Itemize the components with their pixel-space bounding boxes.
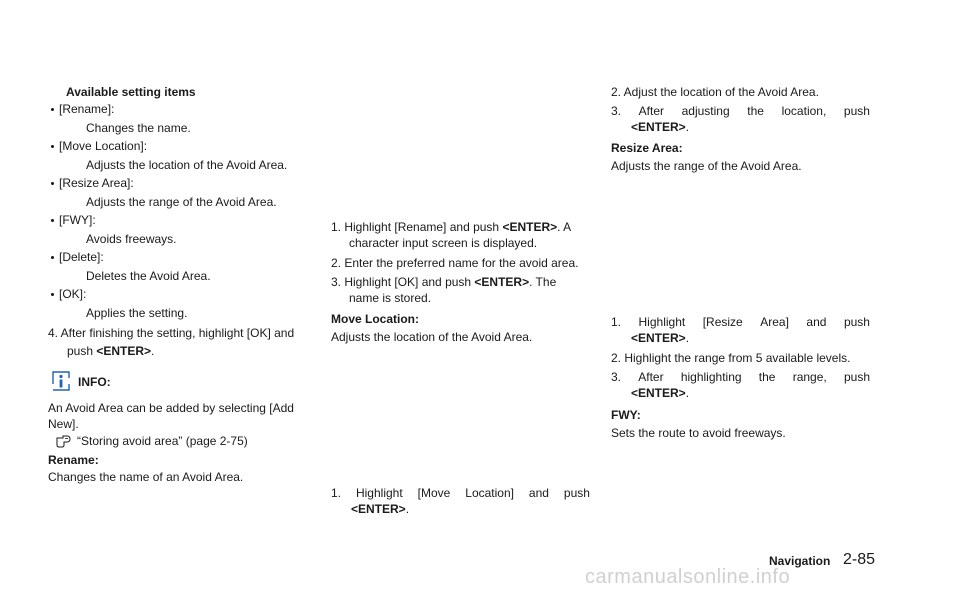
item-rename-label: [Rename]: <box>59 102 115 116</box>
info-reference: “Storing avoid area” (page 2-75) <box>77 434 248 448</box>
item-ok-desc: Applies the setting. <box>86 306 188 320</box>
reference-pointer-icon <box>56 434 72 448</box>
move-step1-line2: <ENTER>. <box>351 502 410 516</box>
footer-page-number: 2-85 <box>843 551 876 568</box>
move-step3-line1: 3. After adjusting the location, push <box>611 104 870 118</box>
watermark: carmanualsonline.info <box>585 566 791 588</box>
fwy-desc: Sets the route to avoid freeways. <box>611 426 786 440</box>
bullet <box>51 108 54 111</box>
bullet <box>51 293 54 296</box>
rename-desc: Changes the name of an Avoid Area. <box>48 470 244 484</box>
item-rename-desc: Changes the name. <box>86 121 191 135</box>
rename-step3-line2: name is stored. <box>349 291 432 305</box>
available-items-heading: Available setting items <box>66 85 196 99</box>
info-title: INFO: <box>78 375 111 389</box>
resize-area-heading: Resize Area: <box>611 141 683 155</box>
move-step2: 2. Adjust the location of the Avoid Area. <box>611 85 819 99</box>
move-step1-line1: 1. Highlight [Move Location] and push <box>331 486 590 500</box>
item-resize-label: [Resize Area]: <box>59 176 134 190</box>
rename-step1-line1: 1. Highlight [Rename] and push <ENTER>. A <box>331 220 572 234</box>
rename-step3-line1: 3. Highlight [OK] and push <ENTER>. The <box>331 275 557 289</box>
item-delete-label: [Delete]: <box>59 250 104 264</box>
info-line1: An Avoid Area can be added by selecting [Add <box>48 401 294 415</box>
item-ok-label: [OK]: <box>59 287 87 301</box>
bullet <box>51 145 54 148</box>
bullet <box>51 182 54 185</box>
move-step3-line2: <ENTER>. <box>631 120 690 134</box>
move-location-desc: Adjusts the location of the Avoid Area. <box>331 330 533 344</box>
move-location-heading: Move Location: <box>331 312 420 326</box>
info-icon <box>52 371 70 391</box>
step4-line2: push <ENTER>. <box>67 344 155 358</box>
rename-heading: Rename: <box>48 453 99 467</box>
item-resize-desc: Adjusts the range of the Avoid Area. <box>86 195 277 209</box>
step4-line1: 4. After finishing the setting, highlight [OK] and <box>48 326 295 340</box>
rename-step2: 2. Enter the preferred name for the avoid area. <box>331 256 579 270</box>
item-move-desc: Adjusts the location of the Avoid Area. <box>86 158 288 172</box>
rename-step1-line2: character input screen is displayed. <box>349 236 538 250</box>
bullet <box>51 219 54 222</box>
item-fwy-desc: Avoids freeways. <box>86 232 177 246</box>
resize-step3-line2: <ENTER>. <box>631 386 690 400</box>
item-fwy-label: [FWY]: <box>59 213 96 227</box>
fwy-heading: FWY: <box>611 408 641 422</box>
info-line2: New]. <box>48 417 79 431</box>
resize-step3-line1: 3. After highlighting the range, push <box>611 370 870 384</box>
resize-area-desc: Adjusts the range of the Avoid Area. <box>611 159 802 173</box>
resize-step1-line2: <ENTER>. <box>631 331 690 345</box>
bullet <box>51 256 54 259</box>
footer-section-label: Navigation <box>769 554 831 568</box>
item-move-label: [Move Location]: <box>59 139 148 153</box>
item-delete-desc: Deletes the Avoid Area. <box>86 269 211 283</box>
resize-step1-line1: 1. Highlight [Resize Area] and push <box>611 315 870 329</box>
resize-step2: 2. Highlight the range from 5 available levels. <box>611 351 851 365</box>
